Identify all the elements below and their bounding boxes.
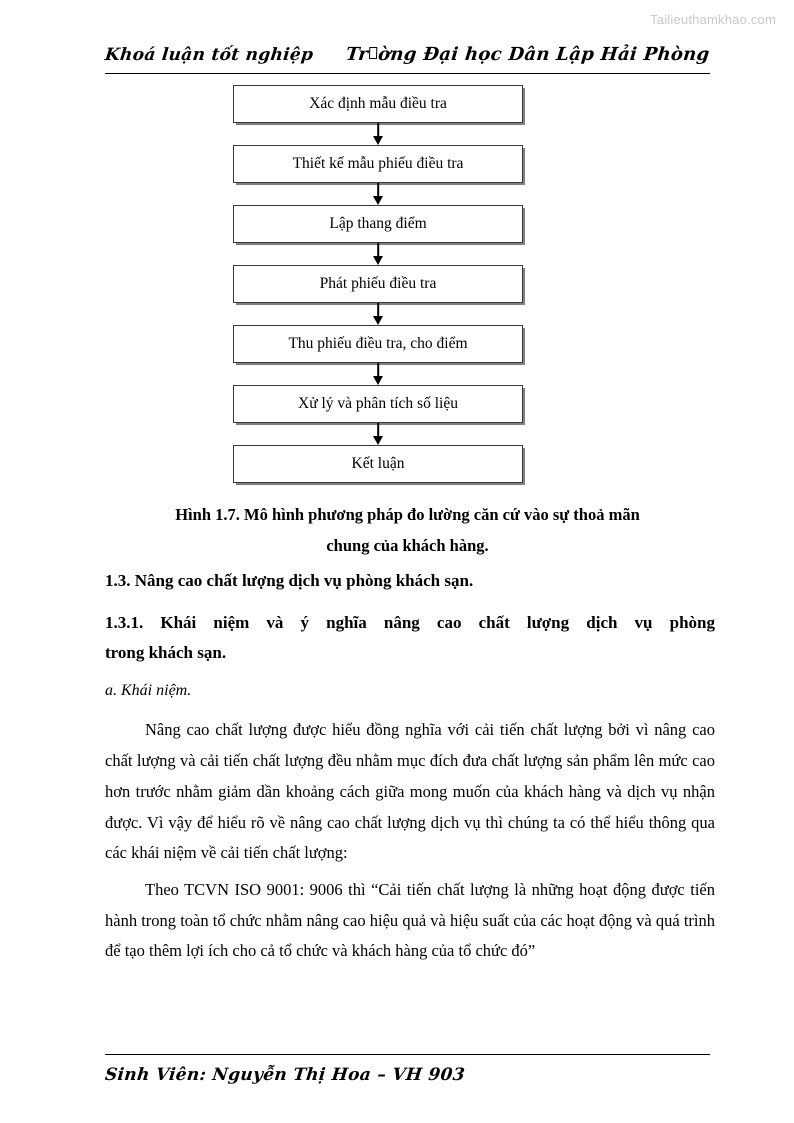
flowchart-step [233,445,523,483]
flowchart-box: Thu phiếu điều tra, cho điểm [233,325,523,363]
flowchart-arrow-icon [233,423,523,445]
flowchart-arrow-icon [233,123,523,145]
flowchart-step [233,145,523,183]
arrow-head [373,436,383,445]
flowchart-arrow-icon [233,243,523,265]
flowchart-box: Kết luận [233,445,523,483]
header-left-title: Khoá luận tốt nghiệp [103,45,315,65]
flowchart-box: Xác định mẫu điều tra [233,85,523,123]
arrow-head [373,136,383,145]
header-right-title [345,44,711,65]
body-paragraph-1: Nâng cao chất lượng được hiểu đồng nghĩa với cải tiến chất lượng bởi vì nâng cao chất lượng và cải tiến chất lượng đều nhằm mục đích đưa chất lượng sản phẩm lên mức cao hơn trước nhằm giảm dần khoảng cách giữa mong muốn của khách hàng và dịch vụ nhận được. Vì vậy để hiểu rõ về nâng cao chất lượng dịch vụ thì chúng ta có thể hiểu thông qua các khái niệm về cải tiến chất lượng: [105,720,715,863]
missing-glyph-box [370,47,378,59]
subsection-heading-a: a. Khái niệm. [105,681,192,699]
header-divider [105,73,710,74]
arrow-head [373,376,383,385]
footer-text: Sinh Viên: Nguyễn Thị Hoa – VH 903 [103,1065,466,1085]
section-heading-1-3: 1.3. Nâng cao chất lượng dịch vụ phòng khách sạn. [105,571,474,590]
header-right-suffix: ờng Đại học Dân Lập Hải Phòng [377,44,712,65]
flowchart-box: Lập thang điểm [233,205,523,243]
header-right-prefix: Tr [345,44,370,65]
flowchart-step [233,85,523,123]
footer-divider [105,1054,710,1055]
figure-caption-line-1: Hình 1.7. Mô hình phương pháp đo lường căn cứ vào sự thoả mãn [175,505,640,524]
arrow-head [373,256,383,265]
flowchart-step [233,385,523,423]
flowchart-step [233,265,523,303]
flowchart-step [233,325,523,363]
section-heading-1-3-1 [105,608,715,668]
document-body [105,568,715,973]
flowchart-box: Phát phiếu điều tra [233,265,523,303]
watermark-text: Tailieuthamkhao.com [650,12,776,27]
figure-caption-line-2: chung của khách hàng. [326,535,489,555]
flowchart-step [233,205,523,243]
flowchart-box: Xử lý và phân tích số liệu [233,385,523,423]
section-heading-line-2: trong khách sạn. [105,643,227,663]
arrow-head [373,196,383,205]
flowchart-box: Thiết kế mẫu phiếu điều tra [233,145,523,183]
flowchart-arrow-icon [233,183,523,205]
flowchart [233,85,523,483]
figure-caption [105,500,710,561]
section-heading-line-1: 1.3.1. Khái niệm và ý nghĩa nâng cao chất lượng dịch vụ phòng [105,613,715,633]
arrow-head [373,316,383,325]
flowchart-arrow-icon [233,363,523,385]
running-header [105,44,710,65]
body-paragraph-2: Theo TCVN ISO 9001: 9006 thì “Cải tiến chất lượng là những hoạt động được tiến hành trong toàn tổ chức nhằm nâng cao hiệu quả và hiệu suất của các hoạt động và quá trình để tạo thêm lợi ích cho cả tổ chức và khách hàng của tổ chức đó” [105,879,715,961]
flowchart-arrow-icon [233,303,523,325]
